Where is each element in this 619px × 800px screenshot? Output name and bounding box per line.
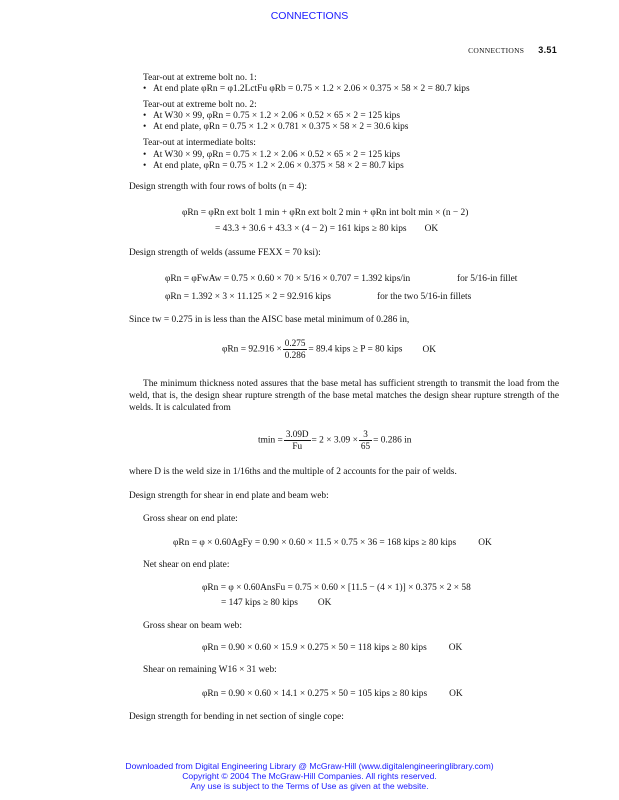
remaining-web-eq [202,689,463,699]
ratio-numerator: 0.275 [284,338,306,348]
ratio-left: φRn = 92.916 × [222,344,282,355]
footer-copyright: Copyright © 2004 The McGraw-Hill Companies. All rights reserved. [182,771,437,781]
tmin-mid: = 2 × 3.09 × [311,435,358,446]
welds-heading: Design strength of welds (assume FEXX = 70 ksi): [129,248,321,258]
remaining-web-eq-text: φRn = 0.90 × 0.60 × 14.1 × 0.275 × 50 = 105 kips ≥ 80 kips [202,689,428,699]
tmin-denominator-2: 65 [360,441,371,451]
tearout-intermediate-line-1: • At W30 × 99, φRn = 0.75 × 1.2 × 2.06 × 0.52 × 65 × 2 = 125 kips [143,150,400,161]
ratio-fraction [283,338,308,361]
bolts-strength-eq-2-text: = 43.3 + 30.6 + 43.3 × (4 − 2) = 161 kips ≥ 80 kips [215,224,407,234]
tearout-bolt2-line-1: • At W30 × 99, φRn = 0.75 × 1.2 × 2.06 × 0.52 × 65 × 2 = 125 kips [143,111,400,122]
footer-download-link[interactable]: Downloaded from Digital Engineering Library @ McGraw-Hill (www.digitalengineeringlibrary.com) [125,761,494,771]
tearout-bolt2-line-2: • At end plate, φRn = 0.75 × 1.2 × 0.781 × 0.375 × 58 × 2 = 30.6 kips [143,122,408,133]
gross-shear-end-plate-eq [173,538,492,548]
bolts-strength-eq-2 [215,224,438,234]
tmin-equation [258,429,411,452]
gross-shear-beam-web-eq-text: φRn = 0.90 × 0.60 × 15.9 × 0.275 × 50 = 118 kips ≥ 80 kips [202,643,427,653]
welds-paragraph [129,378,559,414]
welds-paragraph-text: The minimum thickness noted assures that the base metal has sufficient strength to transmit the load from the weld, that is, the design shear rupture strength of the base metal matches the design shear rupture strength of the welds. It is calculated from [129,379,559,413]
ratio-right: = 89.4 kips ≥ P = 80 kips [308,344,403,355]
gross-shear-end-plate-eq-text: φRn = φ × 0.60AgFy = 0.90 × 0.60 × 11.5 × 0.75 × 36 = 168 kips ≥ 80 kips [173,538,457,548]
welds-eq-1-note: for 5/16-in fillet [457,274,518,284]
tmin-right: = 0.286 in [373,435,412,446]
tearout-intermediate-line-2: • At end plate, φRn = 0.75 × 1.2 × 2.06 × 0.375 × 58 × 2 = 80.7 kips [143,161,404,172]
tmin-numerator-2: 3 [359,429,372,441]
bolts-strength-heading: Design strength with four rows of bolts (n = 4): [129,182,307,192]
ok-label: OK [317,598,332,608]
tmin-fraction-2 [359,429,372,452]
tmin-numerator-1: 3.09D [285,429,309,439]
top-section-link[interactable]: CONNECTIONS [270,10,349,22]
ok-label: OK [478,538,492,548]
welds-eq-1: φRn = φFwAw = 0.75 × 0.60 × 70 × 5/16 × 0.707 = 1.392 kips/in [165,274,411,284]
net-shear-end-plate-eq-1: φRn = φ × 0.60AnsFu = 0.75 × 0.60 × [11.5 − (4 × 1)] × 0.375 × 2 × 58 [202,583,471,593]
gross-shear-end-plate-heading: Gross shear on end plate: [143,514,238,524]
welds-eq-2: φRn = 1.392 × 3 × 11.125 × 2 = 92.916 kips [165,292,331,302]
remaining-web-heading: Shear on remaining W16 × 31 web: [143,665,277,675]
bolts-strength-eq-1: φRn = φRn ext bolt 1 min + φRn ext bolt 2 min + φRn int bolt min × (n − 2) [182,208,469,218]
welds-where-text: where D is the weld size in 1/16ths and the multiple of 2 accounts for the pair of welds. [129,467,457,477]
shear-heading: Design strength for shear in end plate and beam web: [129,491,329,501]
ok-label: OK [424,224,439,234]
tmin-denominator-1: Fu [292,441,303,451]
page-number: 3.51 [538,45,557,55]
tearout-bolt1-line: • At end plate φRn = φ1.2LctFu φRb = 0.75 × 1.2 × 2.06 × 0.375 × 58 × 2 = 80.7 kips [143,84,470,95]
ok-label: OK [449,689,463,699]
net-shear-end-plate-heading: Net shear on end plate: [143,560,230,570]
gross-shear-beam-web-heading: Gross shear on beam web: [143,621,242,631]
bending-heading: Design strength for bending in net section of single cope: [129,712,344,722]
welds-ratio-equation [222,338,436,361]
ok-label: OK [448,643,463,653]
tearout-bolt2-heading: Tear-out at extreme bolt no. 2: [143,100,257,110]
tearout-bolt1-heading: Tear-out at extreme bolt no. 1: [143,73,257,83]
running-head-title: CONNECTIONS [468,46,525,55]
footer-terms-link[interactable]: Any use is subject to the Terms of Use as given at the website. [190,781,429,791]
running-head [468,45,557,55]
tmin-left: tmin = [258,435,283,446]
welds-since-text: Since tw = 0.275 in is less than the AISC base metal minimum of 0.286 in, [129,315,410,325]
tearout-intermediate-heading: Tear-out at intermediate bolts: [143,138,256,148]
ratio-denominator: 0.286 [284,350,306,360]
net-shear-end-plate-eq-2-text: = 147 kips ≥ 80 kips [221,598,298,608]
welds-eq-2-note: for the two 5/16-in fillets [377,292,472,302]
ok-label: OK [422,344,436,355]
net-shear-end-plate-eq-2 [221,598,331,608]
gross-shear-beam-web-eq [202,643,462,653]
tmin-fraction-1 [284,429,311,452]
